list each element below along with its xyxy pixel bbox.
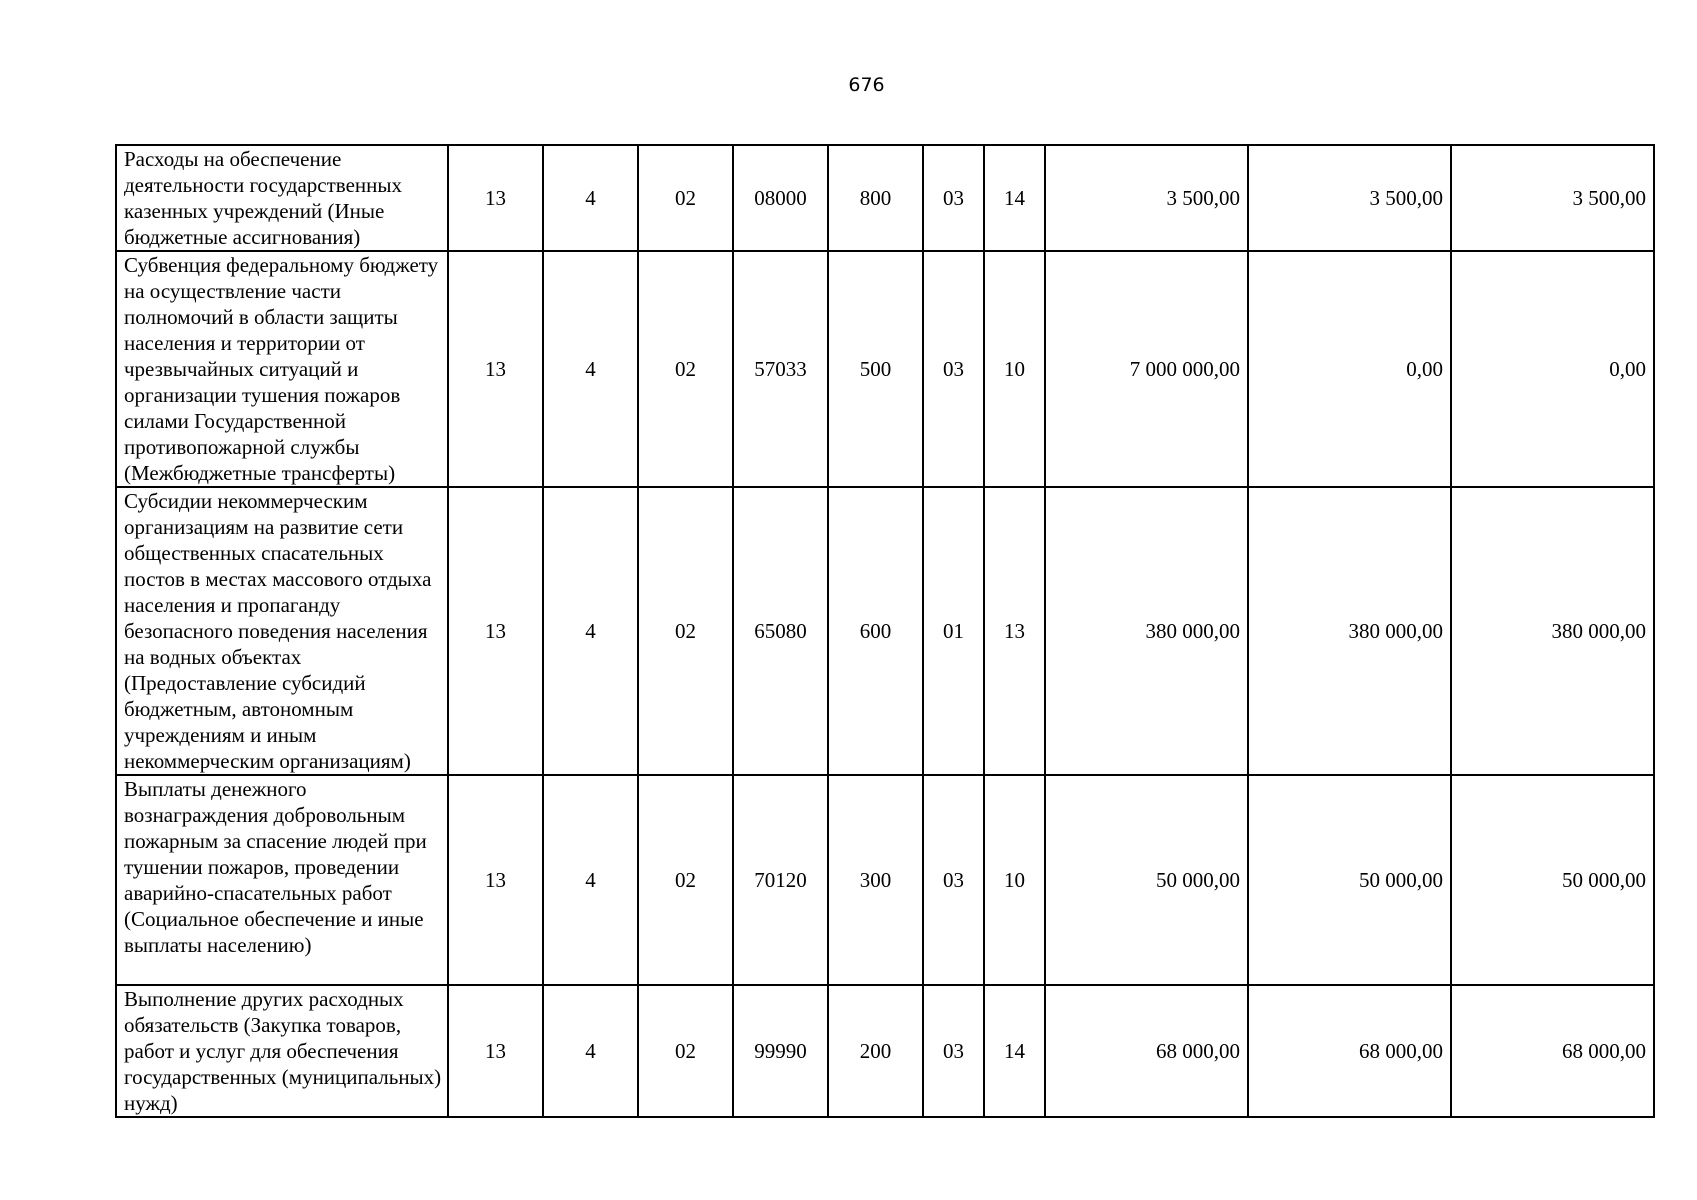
amount-cell: 0,00 xyxy=(1248,251,1451,487)
table-row xyxy=(116,145,1654,251)
code-cell: 10 xyxy=(984,251,1045,487)
row-description: Субвенция федеральному бюджету на осуществление части полномочий в области защиты населения и территории от чрезвычайных ситуаций и организации тушения пожаров силами Государственной противопожарной службы (Межбюджетные трансферты) xyxy=(116,251,448,487)
code-cell: 14 xyxy=(984,985,1045,1117)
code-cell: 02 xyxy=(638,145,733,251)
code-cell: 600 xyxy=(828,487,923,775)
code-cell: 70120 xyxy=(733,775,828,985)
amount-cell: 50 000,00 xyxy=(1248,775,1451,985)
table-row xyxy=(116,775,1654,985)
code-cell: 13 xyxy=(448,985,543,1117)
code-cell: 4 xyxy=(543,145,638,251)
code-cell: 200 xyxy=(828,985,923,1117)
code-cell: 13 xyxy=(984,487,1045,775)
code-cell: 03 xyxy=(923,985,984,1117)
table-row xyxy=(116,251,1654,487)
code-cell: 02 xyxy=(638,985,733,1117)
amount-cell: 50 000,00 xyxy=(1451,775,1654,985)
code-cell: 65080 xyxy=(733,487,828,775)
page-number: 676 xyxy=(848,74,885,96)
amount-cell: 68 000,00 xyxy=(1451,985,1654,1117)
code-cell: 300 xyxy=(828,775,923,985)
amount-cell: 0,00 xyxy=(1451,251,1654,487)
amount-cell: 68 000,00 xyxy=(1248,985,1451,1117)
budget-table xyxy=(115,144,1655,1118)
code-cell: 02 xyxy=(638,251,733,487)
code-cell: 02 xyxy=(638,487,733,775)
amount-cell: 380 000,00 xyxy=(1045,487,1248,775)
amount-cell: 3 500,00 xyxy=(1045,145,1248,251)
amount-cell: 7 000 000,00 xyxy=(1045,251,1248,487)
row-description: Выполнение других расходных обязательств (Закупка товаров, работ и услуг для обеспечения государственных (муниципальных) нужд) xyxy=(116,985,448,1117)
table-row xyxy=(116,487,1654,775)
code-cell: 57033 xyxy=(733,251,828,487)
code-cell: 01 xyxy=(923,487,984,775)
amount-cell: 380 000,00 xyxy=(1451,487,1654,775)
code-cell: 13 xyxy=(448,487,543,775)
amount-cell: 3 500,00 xyxy=(1451,145,1654,251)
code-cell: 08000 xyxy=(733,145,828,251)
code-cell: 03 xyxy=(923,775,984,985)
table-row xyxy=(116,985,1654,1117)
code-cell: 13 xyxy=(448,775,543,985)
code-cell: 14 xyxy=(984,145,1045,251)
amount-cell: 380 000,00 xyxy=(1248,487,1451,775)
code-cell: 800 xyxy=(828,145,923,251)
code-cell: 4 xyxy=(543,251,638,487)
amount-cell: 68 000,00 xyxy=(1045,985,1248,1117)
code-cell: 13 xyxy=(448,145,543,251)
row-description: Расходы на обеспечение деятельности государственных казенных учреждений (Иные бюджетные ассигнования) xyxy=(116,145,448,251)
code-cell: 4 xyxy=(543,487,638,775)
code-cell: 99990 xyxy=(733,985,828,1117)
row-description: Выплаты денежного вознаграждения добровольным пожарным за спасение людей при тушении пожаров, проведении аварийно-спасательных работ (Социальное обеспечение и иные выплаты населению) xyxy=(116,775,448,985)
code-cell: 13 xyxy=(448,251,543,487)
amount-cell: 50 000,00 xyxy=(1045,775,1248,985)
code-cell: 4 xyxy=(543,985,638,1117)
code-cell: 4 xyxy=(543,775,638,985)
code-cell: 03 xyxy=(923,251,984,487)
row-description: Субсидии некоммерческим организациям на развитие сети общественных спасательных постов в местах массового отдыха населения и пропаганду безопасного поведения населения на водных объектах (Предоставление субсидий бюджетным, автономным учреждениям и иным некоммерческим организациям) xyxy=(116,487,448,775)
code-cell: 10 xyxy=(984,775,1045,985)
code-cell: 03 xyxy=(923,145,984,251)
code-cell: 500 xyxy=(828,251,923,487)
amount-cell: 3 500,00 xyxy=(1248,145,1451,251)
code-cell: 02 xyxy=(638,775,733,985)
